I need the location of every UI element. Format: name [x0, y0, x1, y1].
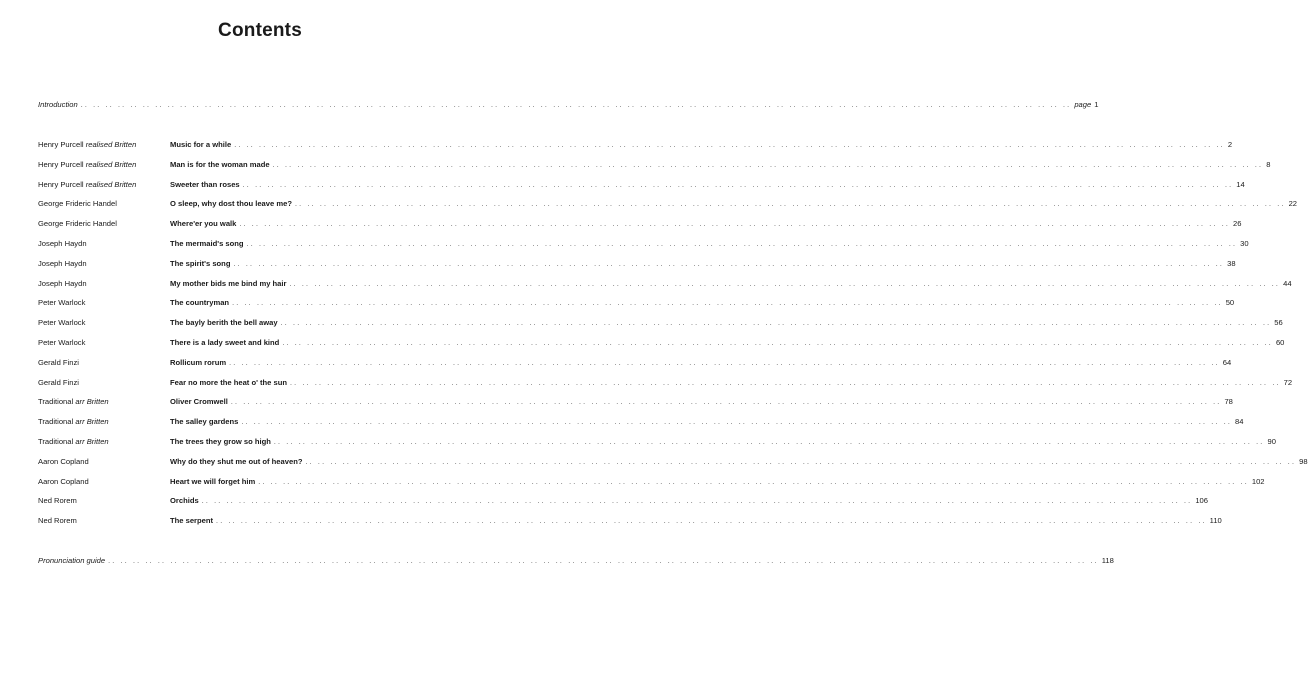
arranger-note: realised Britten	[85, 159, 137, 169]
toc-entry[interactable]	[38, 435, 1276, 449]
page-number: 8	[1266, 159, 1271, 169]
dot-leader: .. .. .. .. .. .. .. .. .. .. .. .. .. .. .. .. .. .. .. .. .. .. .. .. .. .. .. .. .. .. .. .. .. .. .. .. .. .. .. .. .. .. .. .. .. .. .. .. .. .. .. .. .. .. .. .. .. .. .. .. .. .. .. .. .. .. .. .. .. .. .. .. .. .. .. .. .. .. .. ..	[232, 300, 1223, 308]
song-title: Heart we will forget him	[170, 476, 256, 486]
song-title: Where'er you walk	[170, 219, 237, 229]
song-title: O sleep, why dost thou leave me?	[170, 199, 292, 209]
toc-entry[interactable]	[38, 296, 1235, 310]
page-number: 118	[1101, 556, 1114, 565]
page-number: 90	[1267, 437, 1276, 446]
song-title: Music for a while	[170, 140, 232, 149]
dot-leader: .. .. .. .. .. .. .. .. .. .. .. .. .. .. .. .. .. .. .. .. .. .. .. .. .. .. .. .. .. .. .. .. .. .. .. .. .. .. .. .. .. .. .. .. .. .. .. .. .. .. .. .. .. .. .. .. .. .. .. .. .. .. .. .. .. .. .. .. .. .. .. .. .. .. .. .. .. .. .. ..	[230, 399, 1222, 407]
composer-name	[38, 138, 136, 152]
dot-leader: .. .. .. .. .. .. .. .. .. .. .. .. .. .. .. .. .. .. .. .. .. .. .. .. .. .. .. .. .. .. .. .. .. .. .. .. .. .. .. .. .. .. .. .. .. .. .. .. .. .. .. .. .. .. .. .. .. .. .. .. .. .. .. .. .. .. .. .. .. .. .. .. .. .. .. .. .. .. .. ..	[233, 260, 1225, 268]
composer-name	[38, 376, 79, 390]
toc-entry[interactable]	[38, 138, 1233, 152]
arranger-note: arr Britten	[75, 417, 109, 427]
composer-text: Traditional	[38, 397, 74, 407]
page-number: 78	[1224, 397, 1233, 407]
toc-entry[interactable]	[38, 197, 1298, 211]
composer-name	[38, 336, 85, 350]
composer-text: Joseph Haydn	[38, 278, 87, 288]
toc-entry[interactable]	[38, 395, 1233, 409]
song-title: There is a lady sweet and kind	[170, 338, 280, 347]
arranger-note: realised Britten	[85, 179, 137, 189]
composer-name	[38, 277, 87, 291]
composer-text: Gerald Finzi	[38, 357, 79, 367]
composer-text: Joseph Haydn	[38, 258, 87, 268]
toc-entry[interactable]	[38, 237, 1249, 251]
composer-text: Aaron Copland	[38, 456, 89, 466]
toc-entry[interactable]	[38, 356, 1232, 370]
composer-text: Traditional	[38, 417, 74, 427]
composer-text: Henry Purcell	[38, 159, 84, 169]
page-number: 60	[1275, 338, 1285, 347]
page-number: 102	[1251, 476, 1265, 486]
dot-leader: .. .. .. .. .. .. .. .. .. .. .. .. .. .. .. .. .. .. .. .. .. .. .. .. .. .. .. .. .. .. .. .. .. .. .. .. .. .. .. .. .. .. .. .. .. .. .. .. .. .. .. .. .. .. .. .. .. .. .. .. .. .. .. .. .. .. .. .. .. .. .. .. .. .. .. .. .. .. .. ..	[273, 439, 1265, 446]
composer-name	[38, 435, 109, 449]
page-number: 14	[1236, 179, 1245, 189]
song-title: Oliver Cromwell	[170, 397, 228, 407]
song-title: Orchids	[170, 496, 199, 506]
dot-leader: .. .. .. .. .. .. .. .. .. .. .. .. .. .. .. .. .. .. .. .. .. .. .. .. .. .. .. .. .. .. .. .. .. .. .. .. .. .. .. .. .. .. .. .. .. .. .. .. .. .. .. .. .. .. .. .. .. .. .. .. .. .. .. .. .. .. .. .. .. .. .. .. .. .. .. .. .. .. .. ..	[241, 419, 1232, 427]
page-number: 50	[1225, 298, 1235, 308]
toc-entry[interactable]	[38, 415, 1244, 429]
song-title: Why do they shut me out of heaven?	[170, 456, 303, 466]
dot-leader: .. .. .. .. .. .. .. .. .. .. .. .. .. .. .. .. .. .. .. .. .. .. .. .. .. .. .. .. .. .. .. .. .. .. .. .. .. .. .. .. .. .. .. .. .. .. .. .. .. .. .. .. .. .. .. .. .. .. .. .. .. .. .. .. .. .. .. .. .. .. .. .. .. .. .. .. .. .. .. ..	[234, 142, 1225, 149]
page-number: 56	[1274, 318, 1283, 328]
composer-name	[38, 257, 87, 271]
composer-name	[38, 395, 109, 409]
dot-leader: .. .. .. .. .. .. .. .. .. .. .. .. .. .. .. .. .. .. .. .. .. .. .. .. .. .. .. .. .. .. .. .. .. .. .. .. .. .. .. .. .. .. .. .. .. .. .. .. .. .. .. .. .. .. .. .. .. .. .. .. .. .. .. .. .. .. .. .. .. .. .. .. .. .. .. .. .. .. .. ..	[242, 181, 1234, 189]
toc-entry[interactable]	[38, 277, 1292, 291]
song-title: The mermaid's song	[170, 239, 244, 248]
composer-name	[38, 217, 117, 231]
song-title: Man is for the woman made	[170, 159, 270, 169]
page-number: 2	[1227, 140, 1233, 149]
toc-entry[interactable]	[38, 376, 1293, 390]
song-title: The spirit's song	[170, 258, 231, 268]
song-title: Fear no more the heat o' the sun	[170, 377, 287, 387]
composer-text: Peter Warlock	[38, 338, 86, 347]
composer-text: Gerald Finzi	[38, 377, 79, 387]
composer-text: Peter Warlock	[38, 298, 86, 308]
dot-leader: .. .. .. .. .. .. .. .. .. .. .. .. .. .. .. .. .. .. .. .. .. .. .. .. .. .. .. .. .. .. .. .. .. .. .. .. .. .. .. .. .. .. .. .. .. .. .. .. .. .. .. .. .. .. .. .. .. .. .. .. .. .. .. .. .. .. .. .. .. .. .. .. .. .. .. .. .. .. .. ..	[305, 458, 1297, 466]
song-title: Rollicum rorum	[170, 357, 227, 367]
dot-leader: .. .. .. .. .. .. .. .. .. .. .. .. .. .. .. .. .. .. .. .. .. .. .. .. .. .. .. .. .. .. .. .. .. .. .. .. .. .. .. .. .. .. .. .. .. .. .. .. .. .. .. .. .. .. .. .. .. .. .. .. .. .. .. .. .. .. .. .. .. .. .. .. .. .. .. .. .. .. .. ..	[201, 498, 1193, 506]
introduction-row[interactable]	[38, 98, 1099, 112]
composer-text: Ned Rorem	[38, 496, 77, 506]
toc-entry[interactable]	[38, 217, 1242, 231]
page-number: 106	[1195, 496, 1208, 506]
toc-entry[interactable]	[38, 316, 1283, 330]
composer-name	[38, 296, 85, 310]
arranger-note: realised Britten	[85, 140, 137, 149]
page-number: 84	[1235, 417, 1244, 427]
toc-entry[interactable]	[38, 257, 1236, 271]
page-number: 44	[1283, 278, 1292, 288]
composer-name	[38, 475, 89, 489]
dot-leader: .. .. .. .. .. .. .. .. .. .. .. .. .. .. .. .. .. .. .. .. .. .. .. .. .. .. .. .. .. .. .. .. .. .. .. .. .. .. .. .. .. .. .. .. .. .. .. .. .. .. .. .. .. .. .. .. .. .. .. .. .. .. .. .. .. .. .. .. .. .. .. .. .. .. .. .. .. .. .. ..	[80, 102, 1072, 109]
composer-name	[38, 178, 136, 192]
dot-leader: .. .. .. .. .. .. .. .. .. .. .. .. .. .. .. .. .. .. .. .. .. .. .. .. .. .. .. .. .. .. .. .. .. .. .. .. .. .. .. .. .. .. .. .. .. .. .. .. .. .. .. .. .. .. .. .. .. .. .. .. .. .. .. .. .. .. .. .. .. .. .. .. .. .. .. .. .. .. .. ..	[272, 161, 1264, 169]
arranger-note: arr Britten	[75, 437, 109, 446]
page-number: 98	[1299, 456, 1308, 466]
composer-name	[38, 356, 79, 370]
composer-text: Traditional	[38, 437, 74, 446]
pronunciation-row[interactable]	[38, 554, 1114, 568]
composer-name	[38, 514, 77, 528]
toc-entry[interactable]	[38, 514, 1222, 528]
page-number: 1	[1094, 100, 1099, 109]
composer-name	[38, 237, 87, 251]
page-number: 26	[1233, 219, 1242, 229]
song-title: Sweeter than roses	[170, 179, 240, 189]
song-title: The salley gardens	[170, 417, 239, 427]
toc-entry[interactable]	[38, 158, 1271, 172]
arranger-note: arr Britten	[75, 397, 109, 407]
dot-leader: .. .. .. .. .. .. .. .. .. .. .. .. .. .. .. .. .. .. .. .. .. .. .. .. .. .. .. .. .. .. .. .. .. .. .. .. .. .. .. .. .. .. .. .. .. .. .. .. .. .. .. .. .. .. .. .. .. .. .. .. .. .. .. .. .. .. .. .. .. .. .. .. .. .. .. .. .. .. .. ..	[294, 201, 1286, 209]
pronunciation-label: Pronunciation guide	[38, 556, 106, 565]
composer-name	[38, 158, 136, 172]
dot-leader: .. .. .. .. .. .. .. .. .. .. .. .. .. .. .. .. .. .. .. .. .. .. .. .. .. .. .. .. .. .. .. .. .. .. .. .. .. .. .. .. .. .. .. .. .. .. .. .. .. .. .. .. .. .. .. .. .. .. .. .. .. .. .. .. .. .. .. .. .. .. .. .. .. .. .. .. .. .. .. ..	[282, 340, 1273, 347]
composer-text: Joseph Haydn	[38, 239, 87, 248]
composer-name	[38, 455, 89, 469]
dot-leader: .. .. .. .. .. .. .. .. .. .. .. .. .. .. .. .. .. .. .. .. .. .. .. .. .. .. .. .. .. .. .. .. .. .. .. .. .. .. .. .. .. .. .. .. .. .. .. .. .. .. .. .. .. .. .. .. .. .. .. .. .. .. .. .. .. .. .. .. .. .. .. .. .. .. .. .. .. .. .. ..	[290, 379, 1281, 387]
toc-entry[interactable]	[38, 494, 1208, 508]
page-number: 110	[1209, 516, 1222, 526]
toc-entry[interactable]	[38, 336, 1285, 350]
dot-leader: .. .. .. .. .. .. .. .. .. .. .. .. .. .. .. .. .. .. .. .. .. .. .. .. .. .. .. .. .. .. .. .. .. .. .. .. .. .. .. .. .. .. .. .. .. .. .. .. .. .. .. .. .. .. .. .. .. .. .. .. .. .. .. .. .. .. .. .. .. .. .. .. .. .. .. .. .. .. .. ..	[216, 518, 1207, 526]
composer-name	[38, 494, 77, 508]
dot-leader: .. .. .. .. .. .. .. .. .. .. .. .. .. .. .. .. .. .. .. .. .. .. .. .. .. .. .. .. .. .. .. .. .. .. .. .. .. .. .. .. .. .. .. .. .. .. .. .. .. .. .. .. .. .. .. .. .. .. .. .. .. .. .. .. .. .. .. .. .. .. .. .. .. .. .. .. .. .. .. ..	[108, 558, 1099, 565]
dot-leader: .. .. .. .. .. .. .. .. .. .. .. .. .. .. .. .. .. .. .. .. .. .. .. .. .. .. .. .. .. .. .. .. .. .. .. .. .. .. .. .. .. .. .. .. .. .. .. .. .. .. .. .. .. .. .. .. .. .. .. .. .. .. .. .. .. .. .. .. .. .. .. .. .. .. .. .. .. .. .. ..	[246, 241, 1238, 248]
toc-entry[interactable]	[38, 455, 1308, 469]
composer-text: Peter Warlock	[38, 318, 86, 328]
page-title: Contents	[218, 20, 302, 41]
composer-text: Aaron Copland	[38, 476, 89, 486]
page-number: 64	[1222, 357, 1232, 367]
song-title: The serpent	[170, 516, 214, 526]
dot-leader: .. .. .. .. .. .. .. .. .. .. .. .. .. .. .. .. .. .. .. .. .. .. .. .. .. .. .. .. .. .. .. .. .. .. .. .. .. .. .. .. .. .. .. .. .. .. .. .. .. .. .. .. .. .. .. .. .. .. .. .. .. .. .. .. .. .. .. .. .. .. .. .. .. .. .. .. .. .. .. ..	[239, 221, 1230, 229]
toc-entry[interactable]	[38, 475, 1265, 489]
dot-leader: .. .. .. .. .. .. .. .. .. .. .. .. .. .. .. .. .. .. .. .. .. .. .. .. .. .. .. .. .. .. .. .. .. .. .. .. .. .. .. .. .. .. .. .. .. .. .. .. .. .. .. .. .. .. .. .. .. .. .. .. .. .. .. .. .. .. .. .. .. .. .. .. .. .. .. .. .. .. .. ..	[258, 478, 1249, 486]
dot-leader: .. .. .. .. .. .. .. .. .. .. .. .. .. .. .. .. .. .. .. .. .. .. .. .. .. .. .. .. .. .. .. .. .. .. .. .. .. .. .. .. .. .. .. .. .. .. .. .. .. .. .. .. .. .. .. .. .. .. .. .. .. .. .. .. .. .. .. .. .. .. .. .. .. .. .. .. .. .. .. ..	[289, 280, 1281, 288]
introduction-label: Introduction	[38, 100, 78, 109]
song-title: My mother bids me bind my hair	[170, 278, 287, 288]
composer-text: Henry Purcell	[38, 140, 84, 149]
page-number: 72	[1283, 377, 1293, 387]
composer-name	[38, 316, 85, 330]
composer-name	[38, 197, 117, 211]
page-number: 22	[1288, 199, 1298, 209]
composer-name	[38, 415, 109, 429]
composer-text: Henry Purcell	[38, 179, 84, 189]
page-word: page	[1074, 100, 1092, 109]
dot-leader: .. .. .. .. .. .. .. .. .. .. .. .. .. .. .. .. .. .. .. .. .. .. .. .. .. .. .. .. .. .. .. .. .. .. .. .. .. .. .. .. .. .. .. .. .. .. .. .. .. .. .. .. .. .. .. .. .. .. .. .. .. .. .. .. .. .. .. .. .. .. .. .. .. .. .. .. .. .. .. ..	[280, 320, 1272, 328]
composer-text: Ned Rorem	[38, 516, 77, 526]
composer-text: George Frideric Handel	[38, 199, 117, 209]
page-number: 38	[1227, 258, 1236, 268]
dot-leader: .. .. .. .. .. .. .. .. .. .. .. .. .. .. .. .. .. .. .. .. .. .. .. .. .. .. .. .. .. .. .. .. .. .. .. .. .. .. .. .. .. .. .. .. .. .. .. .. .. .. .. .. .. .. .. .. .. .. .. .. .. .. .. .. .. .. .. .. .. .. .. .. .. .. .. .. .. .. .. ..	[229, 359, 1220, 367]
song-title: The bayly berith the bell away	[170, 318, 278, 328]
toc-entry[interactable]	[38, 178, 1245, 192]
composer-text: George Frideric Handel	[38, 219, 117, 229]
song-title: The trees they grow so high	[170, 437, 271, 446]
song-title: The countryman	[170, 298, 230, 308]
page-number: 30	[1240, 239, 1249, 248]
